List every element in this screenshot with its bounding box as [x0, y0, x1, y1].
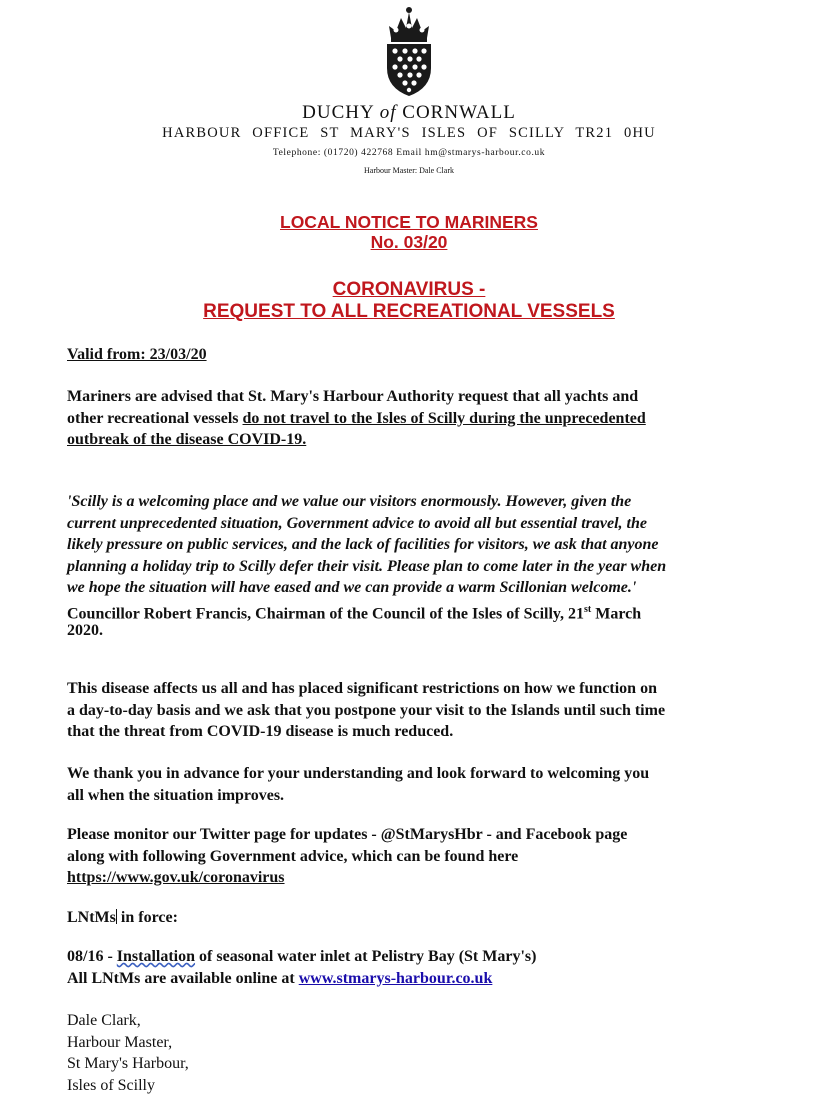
impact-line: This disease affects us all and has placed significant restrictions on how we function on: [67, 680, 657, 697]
duchy-title: DUCHY of CORNWALL: [302, 102, 516, 123]
in-force-item: 08/16 - Installation of seasonal water inlet at Pelistry Bay (St Mary's): [67, 948, 537, 965]
thanks-line: We thank you in advance for your understanding and look forward to welcoming you: [67, 765, 650, 782]
online-line: All LNtMs are available online at www.stmarys-harbour.co.uk: [67, 969, 493, 987]
thanks-line: all when the situation improves.: [67, 786, 285, 804]
monitor-line-1: Please monitor our Twitter page for updates - @StMarysHbr - and Facebook page: [67, 826, 628, 843]
harbour-master-line: Harbour Master: Dale Clark: [364, 166, 454, 175]
subject-line-2: REQUEST TO ALL RECREATIONAL VESSELS: [203, 301, 615, 322]
notice-title: LOCAL NOTICE TO MARINERS: [280, 212, 538, 232]
subject-line-1: CORONAVIRUS -: [332, 279, 486, 300]
signature-line: Harbour Master,: [67, 1033, 173, 1051]
quote-attribution: Councillor Robert Francis, Chairman of the Council of the Isles of Scilly, 21st March: [67, 603, 642, 622]
quote-line: we hope the situation will have eased and we can provide a warm Scillonian welcome.': [67, 579, 637, 596]
harbour-website-link[interactable]: www.stmarys-harbour.co.uk: [298, 969, 493, 987]
quote-line: 'Scilly is a welcoming place and we value our visitors enormously. However, given the: [67, 493, 632, 510]
quote-line: planning a holiday trip to Scilly defer their visit. Please plan to come later in the year when: [67, 557, 667, 575]
notice-number: No. 03/20: [370, 232, 448, 252]
monitor-line-2: along with following Government advice, which can be found here: [67, 847, 519, 865]
gov-coronavirus-link[interactable]: https://www.gov.uk/coronavirus: [67, 869, 285, 886]
advice-line-2: other recreational vessels do not travel to the Isles of Scilly during the unprecedented: [67, 409, 646, 427]
contact-line: Telephone: (01720) 422768 Email hm@stmarys-harbour.co.uk: [272, 148, 546, 158]
advice-line-3: outbreak of the disease COVID-19.: [67, 431, 307, 448]
signature-line: Dale Clark,: [67, 1012, 141, 1029]
signature-line: Isles of Scilly: [67, 1076, 155, 1094]
office-address: HARBOUR OFFICE ST MARY'S ISLES OF SCILLY TR21 0HU: [162, 125, 656, 141]
signature-line: St Mary's Harbour,: [67, 1055, 189, 1072]
impact-line: a day-to-day basis and we ask that you postpone your visit to the Islands until such time: [67, 701, 666, 719]
quote-attribution-year: 2020.: [67, 622, 103, 639]
advice-line-1: Mariners are advised that St. Mary's Harbour Authority request that all yachts and: [67, 388, 639, 405]
quote-line: current unprecedented situation, Government advice to avoid all but essential travel, the: [67, 514, 647, 532]
quote-line: likely pressure on public services, and the lack of facilities for visitors, we ask that anyone: [67, 536, 659, 553]
impact-line: that the threat from COVID-19 disease is much reduced.: [67, 723, 454, 740]
duchy-crest-icon: [381, 4, 437, 98]
valid-from: Valid from: 23/03/20: [67, 346, 207, 363]
in-force-label: LNtMs in force:: [67, 909, 178, 926]
